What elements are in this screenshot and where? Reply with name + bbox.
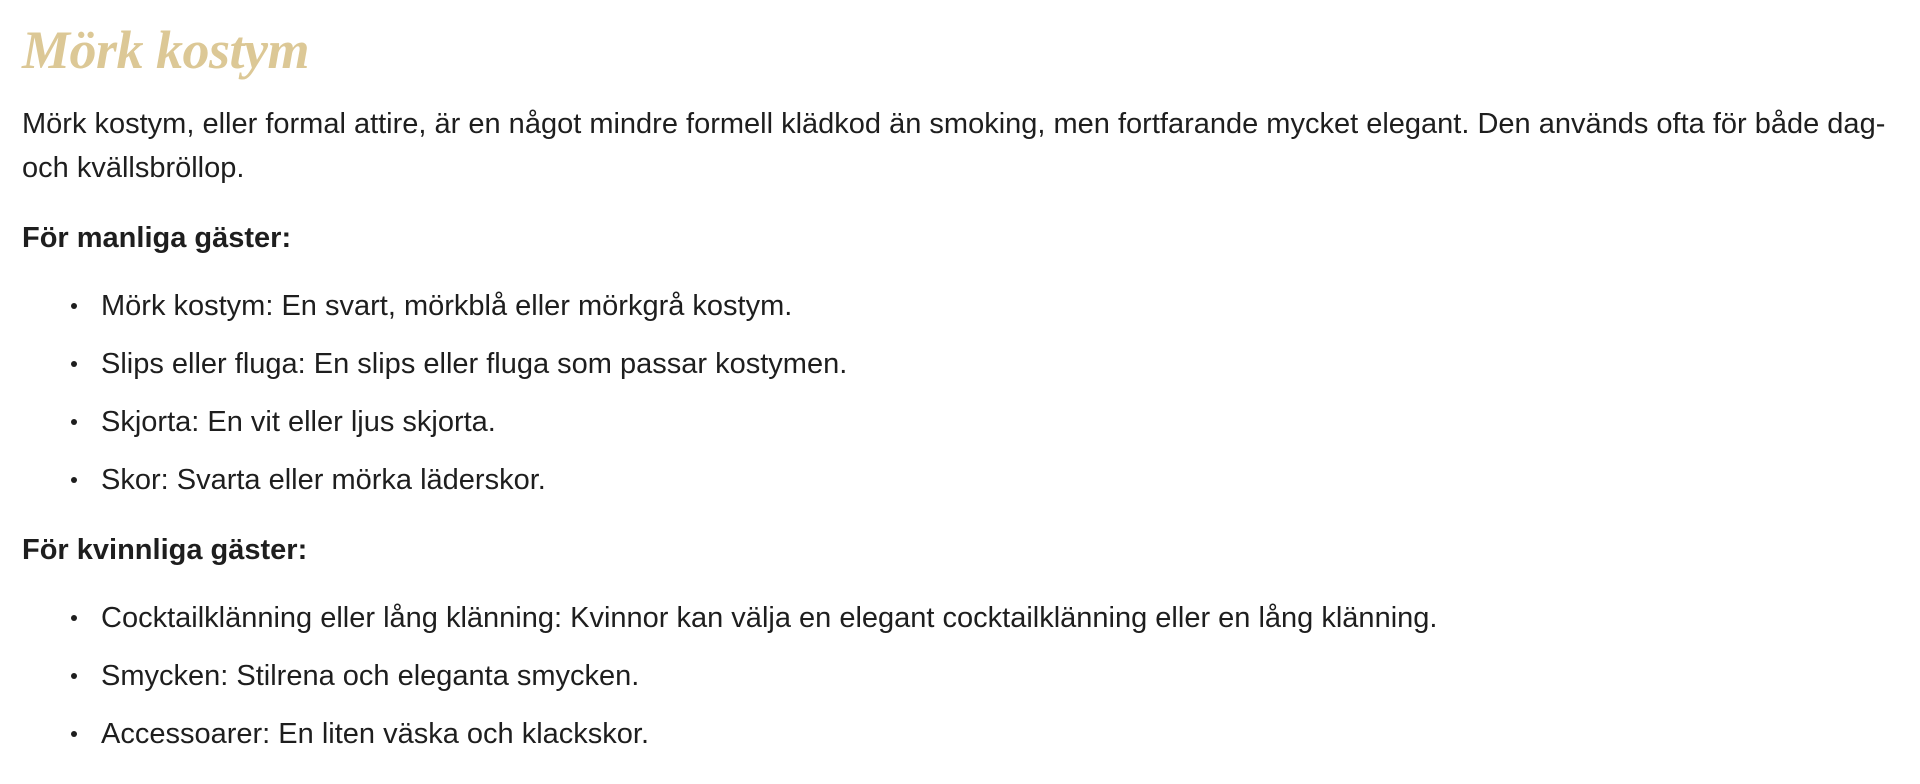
list-women bbox=[22, 596, 1902, 756]
list-item-text: Smycken: Stilrena och eleganta smycken. bbox=[101, 660, 640, 692]
list-item-text: Cocktailklänning eller lång klänning: Kvinnor kan välja en elegant cocktailklänning eller en lång klänning. bbox=[101, 602, 1438, 634]
article bbox=[22, 0, 1902, 756]
list-item-text: Accessoarer: En liten väska och klackskor. bbox=[101, 718, 650, 750]
list-item-text: Skjorta: En vit eller ljus skjorta. bbox=[101, 406, 496, 438]
bullet-icon bbox=[71, 731, 77, 737]
bullet-icon bbox=[71, 303, 77, 309]
intro-paragraph: Mörk kostym, eller formal attire, är en något mindre formell klädkod än smoking, men fortfarande mycket elegant. Den används ofta för både dag- och kvällsbröllop. bbox=[22, 108, 1886, 184]
list-item-text: Slips eller fluga: En slips eller fluga som passar kostymen. bbox=[101, 348, 848, 380]
list-item-text: Mörk kostym: En svart, mörkblå eller mörkgrå kostym. bbox=[101, 290, 793, 322]
section-heading-women: För kvinnliga gäster: bbox=[22, 534, 308, 566]
list-item-text: Skor: Svarta eller mörka läderskor. bbox=[101, 464, 546, 496]
section-heading-men: För manliga gäster: bbox=[22, 222, 292, 254]
page-title: Mörk kostym bbox=[22, 20, 310, 80]
list-men bbox=[22, 284, 1902, 502]
list-item bbox=[22, 596, 1902, 640]
list-item bbox=[22, 400, 1902, 444]
list-item bbox=[22, 342, 1902, 386]
list-item bbox=[22, 458, 1902, 502]
bullet-icon bbox=[71, 615, 77, 621]
bullet-icon bbox=[71, 673, 77, 679]
bullet-icon bbox=[71, 419, 77, 425]
list-item bbox=[22, 284, 1902, 328]
list-item bbox=[22, 654, 1902, 698]
list-item bbox=[22, 712, 1902, 756]
bullet-icon bbox=[71, 477, 77, 483]
bullet-icon bbox=[71, 361, 77, 367]
